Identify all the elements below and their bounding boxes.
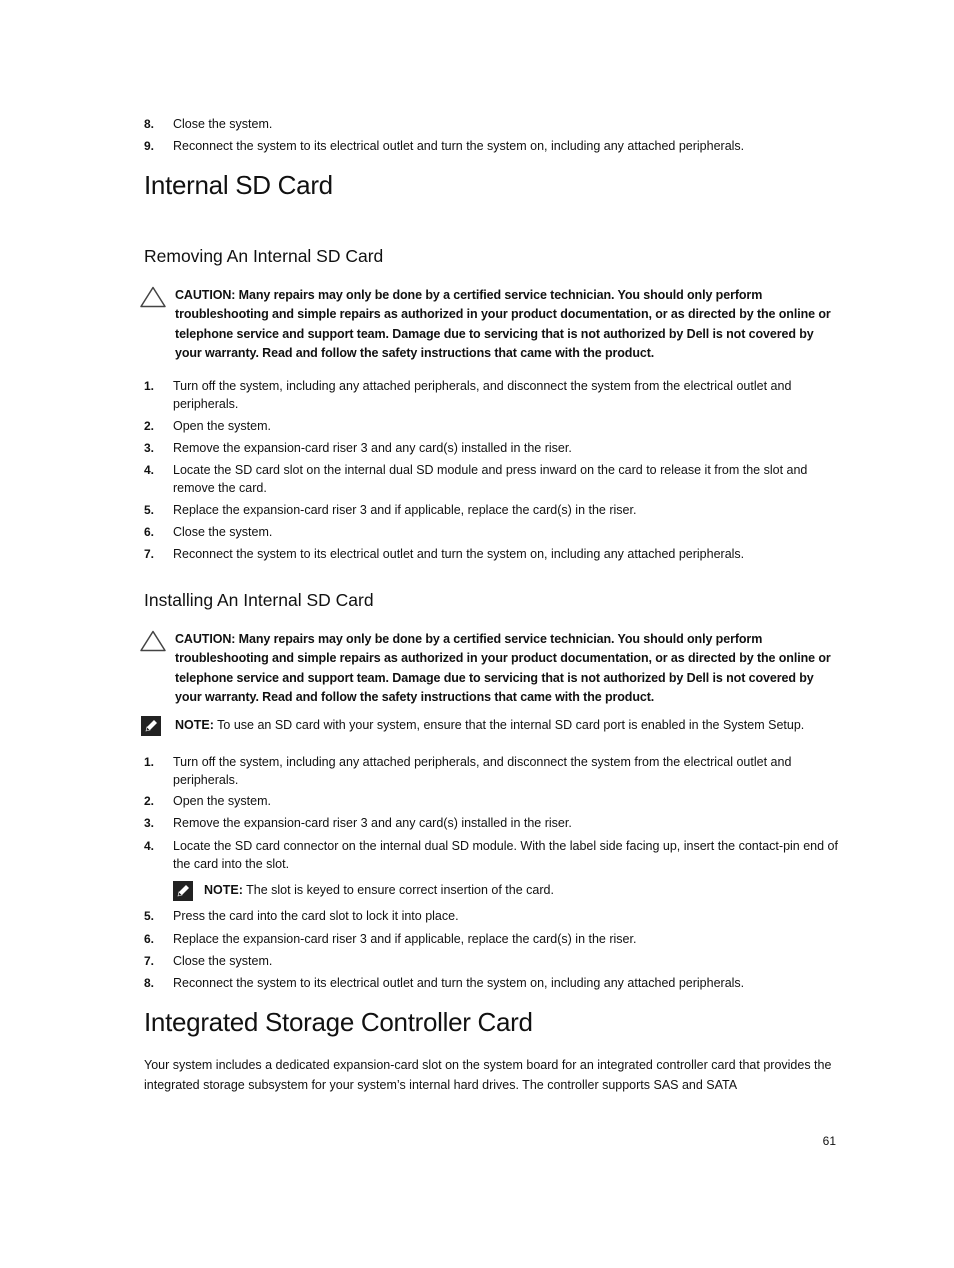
list-item: 3. Remove the expansion-card riser 3 and any card(s) installed in the riser. <box>144 441 572 455</box>
list-item: 1. Turn off the system, including any attached peripherals, and disconnect the system from the electrical outlet and peripherals. <box>144 379 792 411</box>
list-item: 6. Replace the expansion-card riser 3 and if applicable, replace the card(s) in the riser. <box>144 932 637 946</box>
list-item: 3. Remove the expansion-card riser 3 and any card(s) installed in the riser. <box>144 816 572 830</box>
warning-triangle-icon <box>140 630 166 652</box>
subsection-heading: Installing An Internal SD Card <box>144 590 374 610</box>
list-item: 4. Locate the SD card slot on the internal dual SD module and press inward on the card to release it from the slot and remove the card. <box>144 463 808 495</box>
section-title: Integrated Storage Controller Card <box>144 1007 533 1037</box>
list-item: 2. Open the system. <box>144 794 271 808</box>
list-item: 8. Reconnect the system to its electrical outlet and turn the system on, including any attached peripherals. <box>144 976 745 990</box>
note-pencil-icon <box>141 716 161 736</box>
caution-text: CAUTION: Many repairs may only be done by a certified service technician. You should only perform troubleshooting and simple repairs as authorized in your product documentation, or as directed by the online or telephone service and support team. Damage due to servicing that is not authorized by Dell is not covered by your warranty. Read and follow the safety instructions that came with the product. <box>175 632 831 704</box>
warning-triangle-icon <box>140 286 166 308</box>
section-title: Internal SD Card <box>144 170 333 200</box>
caution-notice <box>140 630 840 707</box>
list-item: 6. Close the system. <box>144 525 273 539</box>
list-item: 2. Open the system. <box>144 419 271 433</box>
note: NOTE: The slot is keyed to ensure correct insertion of the card. <box>173 881 843 899</box>
list-item: 5. Press the card into the card slot to lock it into place. <box>144 909 459 923</box>
list-item: 9. Reconnect the system to its electrical outlet and turn the system on, including any attached peripherals. <box>144 139 745 153</box>
list-item: 1. Turn off the system, including any attached peripherals, and disconnect the system from the electrical outlet and peripherals. <box>144 755 792 787</box>
page-number: 61 <box>822 1134 836 1148</box>
list-item: 8. Close the system. <box>144 117 273 131</box>
list-item: 4. Locate the SD card connector on the internal dual SD module. With the label side facing up, insert the contact-pin end of the card into the slot. <box>144 839 838 871</box>
caution-notice <box>140 286 840 363</box>
caution-text: CAUTION: Many repairs may only be done by a certified service technician. You should only perform troubleshooting and simple repairs as authorized in your product documentation, or as directed by the online or telephone service and support team. Damage due to servicing that is not authorized by Dell is not covered by your warranty. Read and follow the safety instructions that came with the product. <box>175 288 831 360</box>
list-item: 5. Replace the expansion-card riser 3 and if applicable, replace the card(s) in the riser. <box>144 503 637 517</box>
list-item: 7. Close the system. <box>144 954 273 968</box>
note: NOTE: To use an SD card with your system, ensure that the internal SD card port is enabled in the System Setup. <box>141 716 851 734</box>
list-item: 7. Reconnect the system to its electrical outlet and turn the system on, including any attached peripherals. <box>144 547 745 561</box>
note-pencil-icon <box>173 881 193 901</box>
body-paragraph: Your system includes a dedicated expansion-card slot on the system board for an integrated controller card that provides the integrated storage subsystem for your system’s internal hard drives. The controller supports SAS and SATA <box>144 1058 832 1092</box>
subsection-heading: Removing An Internal SD Card <box>144 246 384 266</box>
